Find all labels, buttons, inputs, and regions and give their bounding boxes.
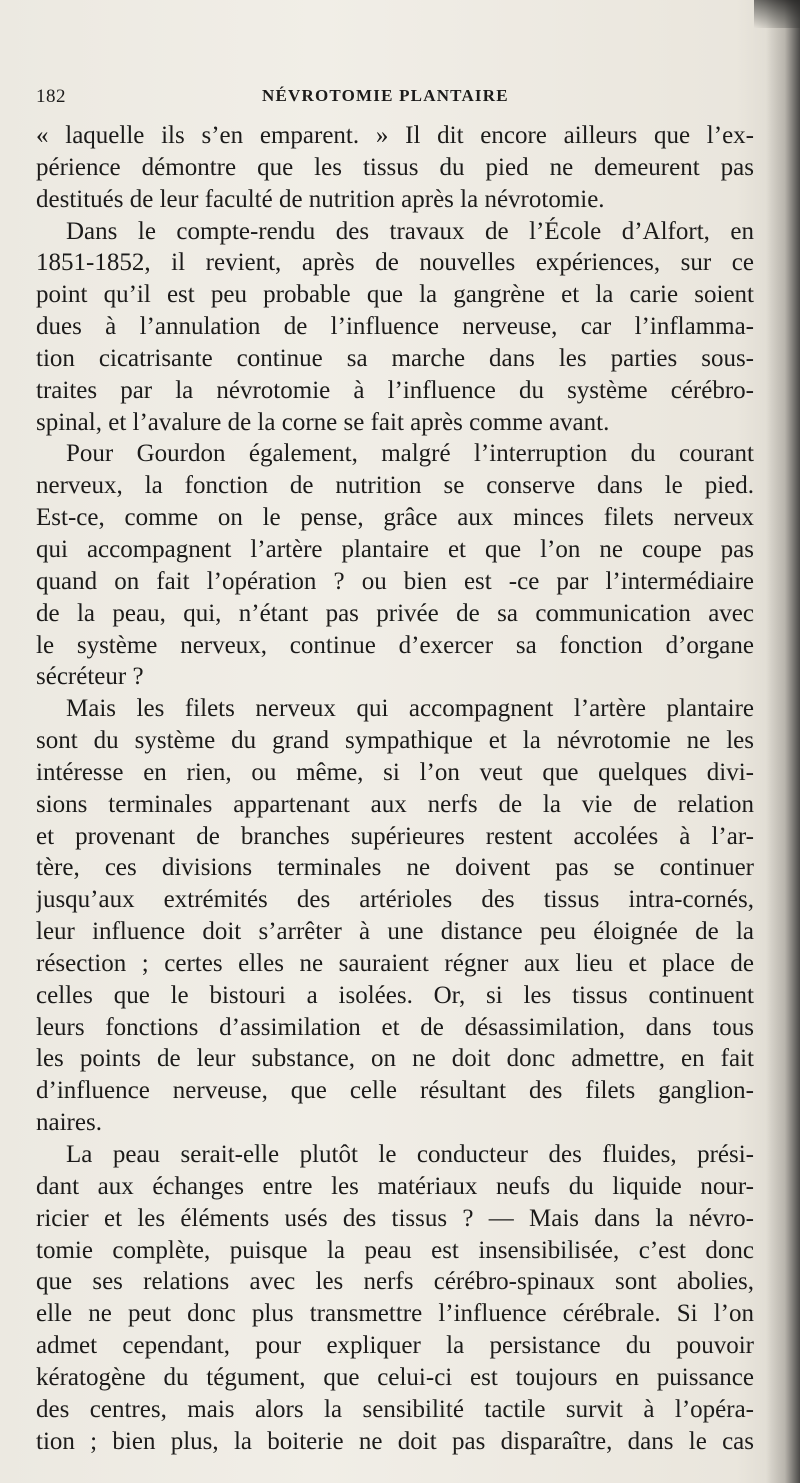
page-header <box>36 84 756 112</box>
text-line: sécréteur ? <box>36 663 144 691</box>
text-line: La peau serait-elle plutôt le conducteur des fluides, prési- <box>66 1141 754 1168</box>
text-line: leur influence doit s’arrêter à une distance peu éloignée de la <box>36 918 754 946</box>
text-line: sions terminales appartenant aux nerfs de la vie de relation <box>36 790 754 818</box>
page-edge-shadow <box>766 0 800 1483</box>
text-line: des centres, mais alors la sensibilité tactile survit à l’opéra- <box>36 1395 754 1423</box>
text-line: et provenant de branches supérieures restent accolées à l’ar- <box>36 822 754 850</box>
text-line: 1851-1852, il revient, après de nouvelles expériences, sur ce <box>36 249 754 277</box>
text-line: destitués de leur faculté de nutrition après la névrotomie. <box>36 185 605 213</box>
text-line: tion ; bien plus, la boiterie ne doit pas disparaître, dans le cas <box>36 1427 754 1455</box>
text-line: le système nerveux, continue d’exercer sa fonction d’organe <box>36 631 754 659</box>
text-line: Pour Gourdon également, malgré l’interruption du courant <box>66 440 754 468</box>
text-line: résection ; certes elles ne sauraient régner aux lieu et place de <box>36 949 754 977</box>
text-line: quand on fait l’opération ? ou bien est -ce par l’intermédiaire <box>36 567 754 595</box>
page-number: 182 <box>36 86 66 107</box>
text-line: naires. <box>36 1109 102 1137</box>
text-line: qui accompagnent l’artère plantaire et que l’on ne coupe pas <box>36 535 754 563</box>
text-line: celles que le bistouri a isolées. Or, si les tissus continuent <box>36 981 754 1009</box>
text-line: « laquelle ils s’en emparent. » Il dit encore ailleurs que l’ex- <box>36 122 754 149</box>
running-title: NÉVROTOMIE PLANTAIRE <box>262 86 509 105</box>
body-text <box>36 120 754 1457</box>
text-line: Est-ce, comme on le pense, grâce aux minces filets nerveux <box>36 504 754 532</box>
page-corner-shadow <box>754 0 800 28</box>
text-line: périence démontre que les tissus du pied ne demeurent pas <box>36 153 754 181</box>
text-line: ricier et les éléments usés des tissus ? — Mais dans la névro- <box>36 1204 754 1232</box>
text-line: admet cependant, pour expliquer la persistance du pouvoir <box>36 1332 754 1360</box>
text-line: de la peau, qui, n’étant pas privée de sa communication avec <box>36 599 754 627</box>
text-line: Dans le compte-rendu des travaux de l’École d’Alfort, en <box>66 217 754 245</box>
text-line: point qu’il est peu probable que la gangrène et la carie soient <box>36 281 754 309</box>
text-line: tion cicatrisante continue sa marche dans les parties sous- <box>36 344 754 372</box>
text-line: sont du système du grand sympathique et la névrotomie ne les <box>36 727 754 755</box>
text-line: kératogène du tégument, que celui-ci est toujours en puissance <box>36 1363 754 1391</box>
text-line: spinal, et l’avalure de la corne se fait après comme avant. <box>36 408 610 436</box>
text-line: Mais les filets nerveux qui accompagnent l’artère plantaire <box>66 695 754 723</box>
text-line: elle ne peut donc plus transmettre l’influence cérébrale. Si l’on <box>36 1300 754 1328</box>
text-line: nerveux, la fonction de nutrition se conserve dans le pied. <box>36 472 754 500</box>
text-line: leurs fonctions d’assimilation et de désassimilation, dans tous <box>36 1013 754 1041</box>
text-line: intéresse en rien, ou même, si l’on veut que quelques divi- <box>36 758 754 786</box>
text-line: tère, ces divisions terminales ne doivent pas se continuer <box>36 854 754 882</box>
text-line: traites par la névrotomie à l’influence du système cérébro- <box>36 376 754 404</box>
text-line: que ses relations avec les nerfs cérébro-spinaux sont abolies, <box>36 1268 754 1296</box>
text-line: dant aux échanges entre les matériaux neufs du liquide nour- <box>36 1172 754 1200</box>
text-line: d’influence nerveuse, que celle résultant des filets ganglion- <box>36 1077 754 1105</box>
text-line: tomie complète, puisque la peau est insensibilisée, c’est donc <box>36 1236 754 1264</box>
text-line: les points de leur substance, on ne doit donc admettre, en fait <box>36 1045 754 1073</box>
text-line: jusqu’aux extrémités des artérioles des tissus intra-cornés, <box>36 886 754 914</box>
text-line: dues à l’annulation de l’influence nerveuse, car l’inflamma- <box>36 313 754 341</box>
